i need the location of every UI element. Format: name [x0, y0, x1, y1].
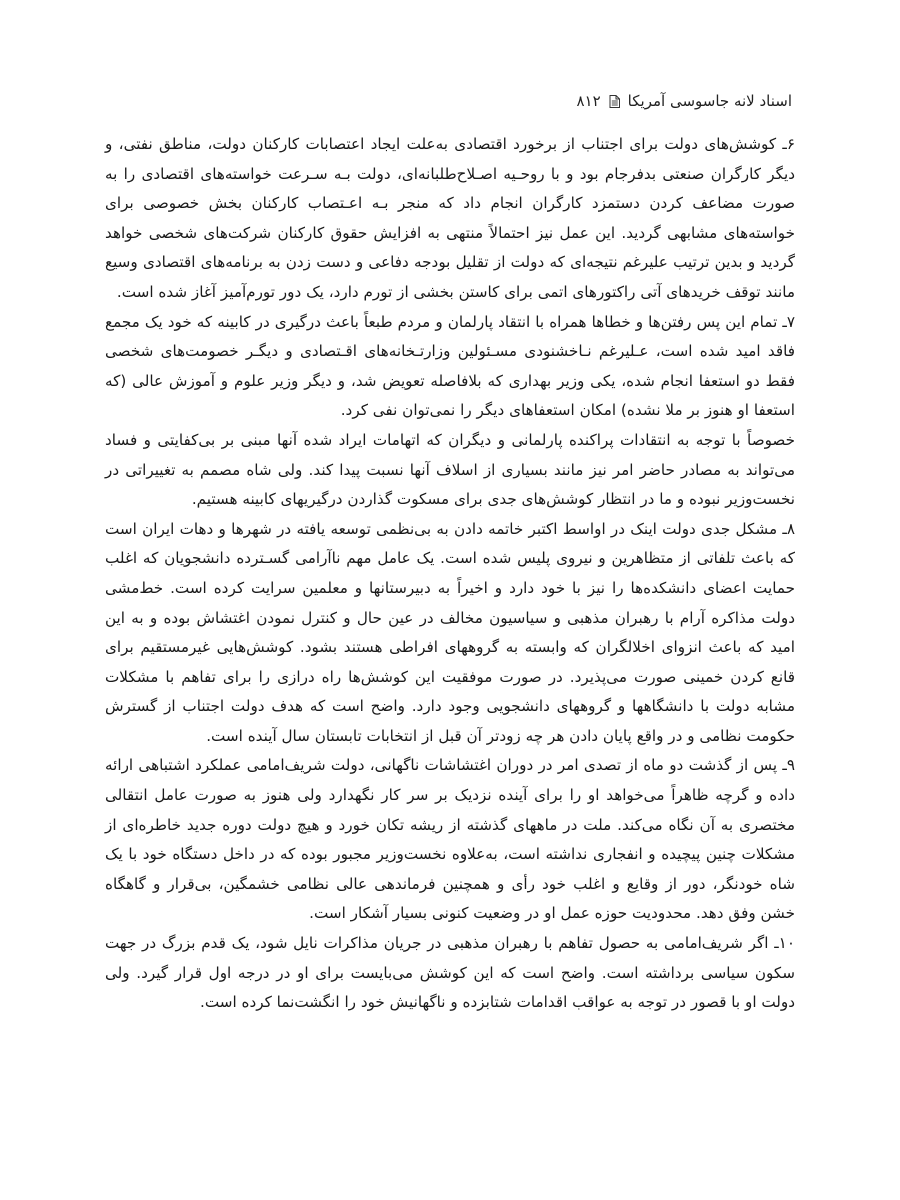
running-header — [577, 92, 793, 110]
book-title: اسناد لانه جاسوسی آمریکا — [627, 92, 792, 110]
paragraph-8: ۸ـ مشکل جدی دولت اینک در اواسط اکتبر خاتمه دادن به بی‌نظمی توسعه یافته در شهرها و دهات ایران است که باعث تلفاتی از متظاهرین و نیروی پلیس شده است. یک عامل مهم ناآرامی گسـترده دانشجویان که اغلب حمایت اعضای دانشکده‌ها را نیز با خود دارد و اخیراً به دبیرستانها و معلمین سرایت کرده است. خط‌مشی دولت مذاکره آرام با رهبران مذهبی و سیاسیون مخالف در عین حال و کنترل نمودن اغتشاش بوده و به این امید که باعث انزوای اخلالگران که وابسته به گروههای افراطی هستند بشود. کوشش‌هایی غیرمستقیم برای قانع کردن خمینی صورت می‌پذیرد. در صورت موفقیت این کوشش‌ها راه درازی را برای تفاهم با مشکلات مشابه دولت با دانشگاهها و گروههای دانشجویی وجود دارد. واضح است که هدف دولت اجتناب از گسترش حکومت نظامی و در واقع پایان دادن هر چه زودتر آن قبل از انتخابات تابستان سال آینده است. — [105, 519, 795, 745]
paragraph-7: ۷ـ تمام این پس رفتن‌ها و خطاها همراه با انتقاد پارلمان و مردم طبعاً باعث درگیری در کابینه که خود یک مجمع فاقد امید شده است، عـلیرغم نـاخشنودی مسـئولین وزارتـخانه‌های اقـتصادی و دیگـر خصومت‌های شخصی فقط دو استعفا انجام شده، یکی وزیر بهداری که بلافاصله تعویض شد، و دیگر وزیر علوم و آموزش عالی (که استعفا او هنوز بر ملا نشده) امکان استعفاهای دیگر را نمی‌توان نفی کرد. — [105, 312, 795, 420]
body-text — [105, 130, 795, 1018]
paragraph-10: ۱۰ـ اگر شریف‌امامی به حصول تفاهم با رهبران مذهبی در جریان مذاکرات نایل شود، یک قدم بزرگ در جهت سکون سیاسی برداشته است. واضح است که این کوشش می‌بایست برای او در درجه اول قرار گیرد. ولی دولت او با قصور در توجه به عواقب اقدامات شتابزده و ناگهانیش خود را انگشت‌نما کرده است. — [105, 934, 795, 1012]
paragraph-9: ۹ـ پس از گذشت دو ماه از تصدی امر در دوران اغتشاشات ناگهانی، دولت شریف‌امامی عملکرد اشتباهی ارائه داده و گرچه ظاهراً می‌خواهد او را برای آینده نزدیک بر سر کار نگهدارد ولی هنوز به صورت عامل انتقالی مختصری به آن نگاه می‌کند. ملت در ماههای گذشته از ریشه تکان خورد و هیچ دولت دوره جدید خاطره‌ای از مشکلات چنین پیچیده و انفجاری نداشته است، به‌علاوه نخست‌وزیر مجبور بوده که در داخل دستگاه خود با یک شاه خودنگر، دور از وقایع و اغلب خود رأی و همچنین فرماندهی عالی نظامی خشمگین، بی‌قرار و گاهگاه خشن وفق دهد. محدودیت حوزه عمل او در وضعیت کنونی بسیار آشکار است. — [105, 756, 795, 923]
paragraph-7-continued: خصوصاً با توجه به انتقادات پراکنده پارلمانی و دیگران که اتهامات ایراد شده آنها مبنی بر بی‌کفایتی و فساد می‌تواند به مصادر حاضر امر نیز مانند بسیاری از اسلاف آنها نسبت پیدا کند. ولی شاه مصمم به تغییراتی در نخست‌وزیر نبوده و ما در انتظار کوشش‌های جدی برای مسکوت گذاردن درگیریهای کابینه هستیم. — [105, 430, 795, 509]
paragraph-6: ۶ـ کوشش‌های دولت برای اجتناب از برخورد اقتصادی به‌علت ایجاد اعتصابات کارکنان دولت، مناطق نفتی، و دیگر کارگران صنعتی بدفرجام بود و با روحـیه اصـلاح‌طلبانه‌ای، دولت بـه سـرعت خواسته‌های اقتصادی را به صورت مضاعف کردن دستمزد کارگران انجام داد که منجر بـه اعـتصاب کارکنان بخش خصوصی برای خواسته‌های مشابهی گردید. این عمل نیز احتمالاً منتهی به افزایش حقوق کارکنان شرکت‌های شخصی خواهد گردید و بدین ترتیب علیرغم نتیجه‌ای که دولت از تقلیل بودجه دفاعی و دست زدن به برنامه‌های اقتصادی وسیع مانند توقف خریدهای آتی راکتورهای اتمی برای کاستن بخشی از تورم دارد، یک دور تورم‌آمیز آغاز شده است. — [105, 135, 795, 301]
document-icon — [609, 95, 620, 108]
page-number: ۸۱۲ — [576, 92, 601, 110]
